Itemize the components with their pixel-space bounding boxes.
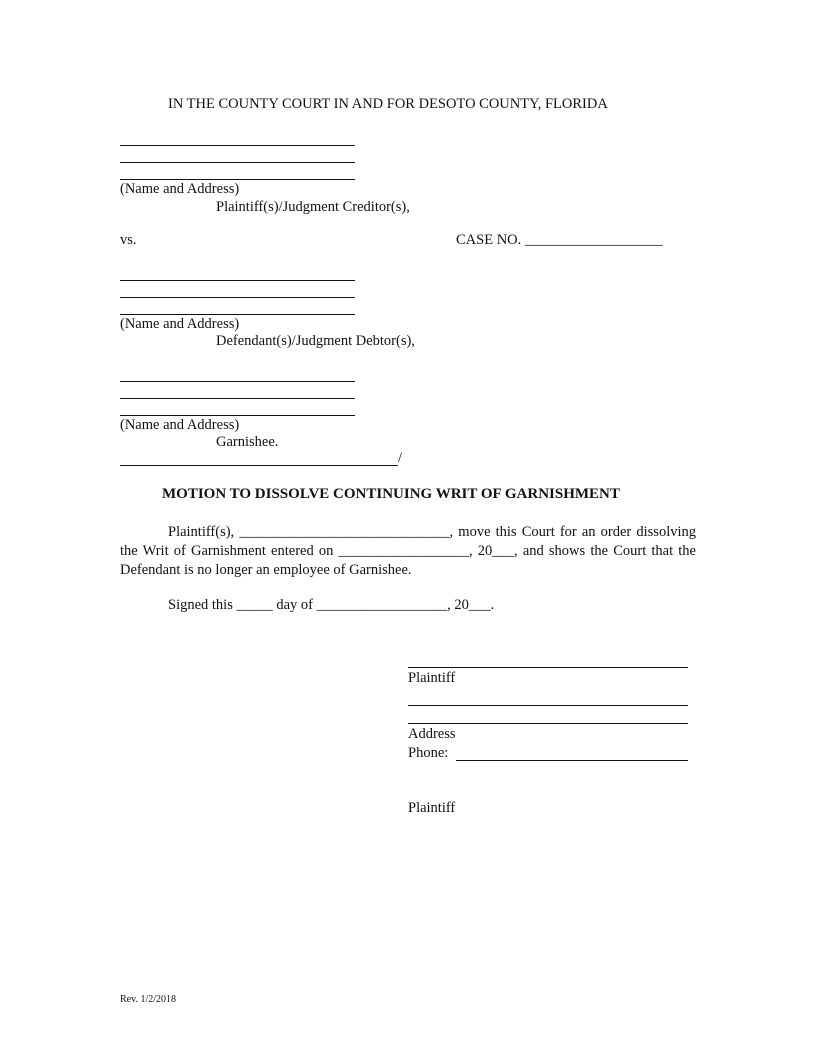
garnishee-line-1[interactable] — [120, 381, 355, 382]
plaintiff-line-2[interactable] — [120, 162, 355, 163]
defendant-role: Defendant(s)/Judgment Debtor(s), — [216, 333, 415, 349]
case-number[interactable] — [456, 232, 663, 249]
court-heading: IN THE COUNTY COURT IN AND FOR DESOTO COUNTY, FLORIDA — [168, 96, 608, 112]
defendant-line-2[interactable] — [120, 297, 355, 298]
plaintiff-line-3[interactable] — [120, 179, 355, 180]
plaintiff-signature-label: Plaintiff — [408, 670, 456, 686]
motion-title: MOTION TO DISSOLVE CONTINUING WRIT OF GARNISHMENT — [162, 486, 620, 502]
caption-closing-line — [120, 465, 398, 466]
versus-label: vs. — [120, 232, 137, 248]
plaintiff-label-second: Plaintiff — [408, 800, 456, 816]
revision-footer: Rev. 1/2/2018 — [120, 994, 177, 1005]
phone-label: Phone: — [408, 745, 449, 761]
defendant-line-3[interactable] — [120, 314, 355, 315]
motion-body-paragraph: Plaintiff(s), _____________________________, move this Court for an order dissolving the Writ of Garnishment entered on __________________, 20___, and shows the Court that the Defendant is no longer an employee of Garnishee. — [120, 524, 696, 578]
caption-end-mark: / — [398, 450, 403, 466]
address-line-2[interactable] — [408, 723, 688, 724]
garnishee-line-2[interactable] — [120, 398, 355, 399]
address-line-1[interactable] — [408, 705, 688, 706]
signed-date-line: Signed this _____ day of __________________, 20___. — [168, 597, 495, 613]
case-number-blank[interactable]: ___________________ — [524, 232, 663, 248]
plaintiff-name-address-label: (Name and Address) — [120, 181, 240, 197]
phone-line[interactable] — [456, 760, 688, 761]
plaintiff-role: Plaintiff(s)/Judgment Creditor(s), — [216, 199, 410, 215]
garnishee-line-3[interactable] — [120, 415, 355, 416]
address-label: Address — [408, 726, 456, 742]
defendant-line-1[interactable] — [120, 280, 355, 281]
case-number-label: CASE NO. — [456, 232, 522, 248]
defendant-name-address-label: (Name and Address) — [120, 316, 240, 332]
garnishee-role: Garnishee. — [216, 434, 279, 450]
plaintiff-line-1[interactable] — [120, 145, 355, 146]
garnishee-name-address-label: (Name and Address) — [120, 417, 240, 433]
plaintiff-signature-line[interactable] — [408, 667, 688, 668]
